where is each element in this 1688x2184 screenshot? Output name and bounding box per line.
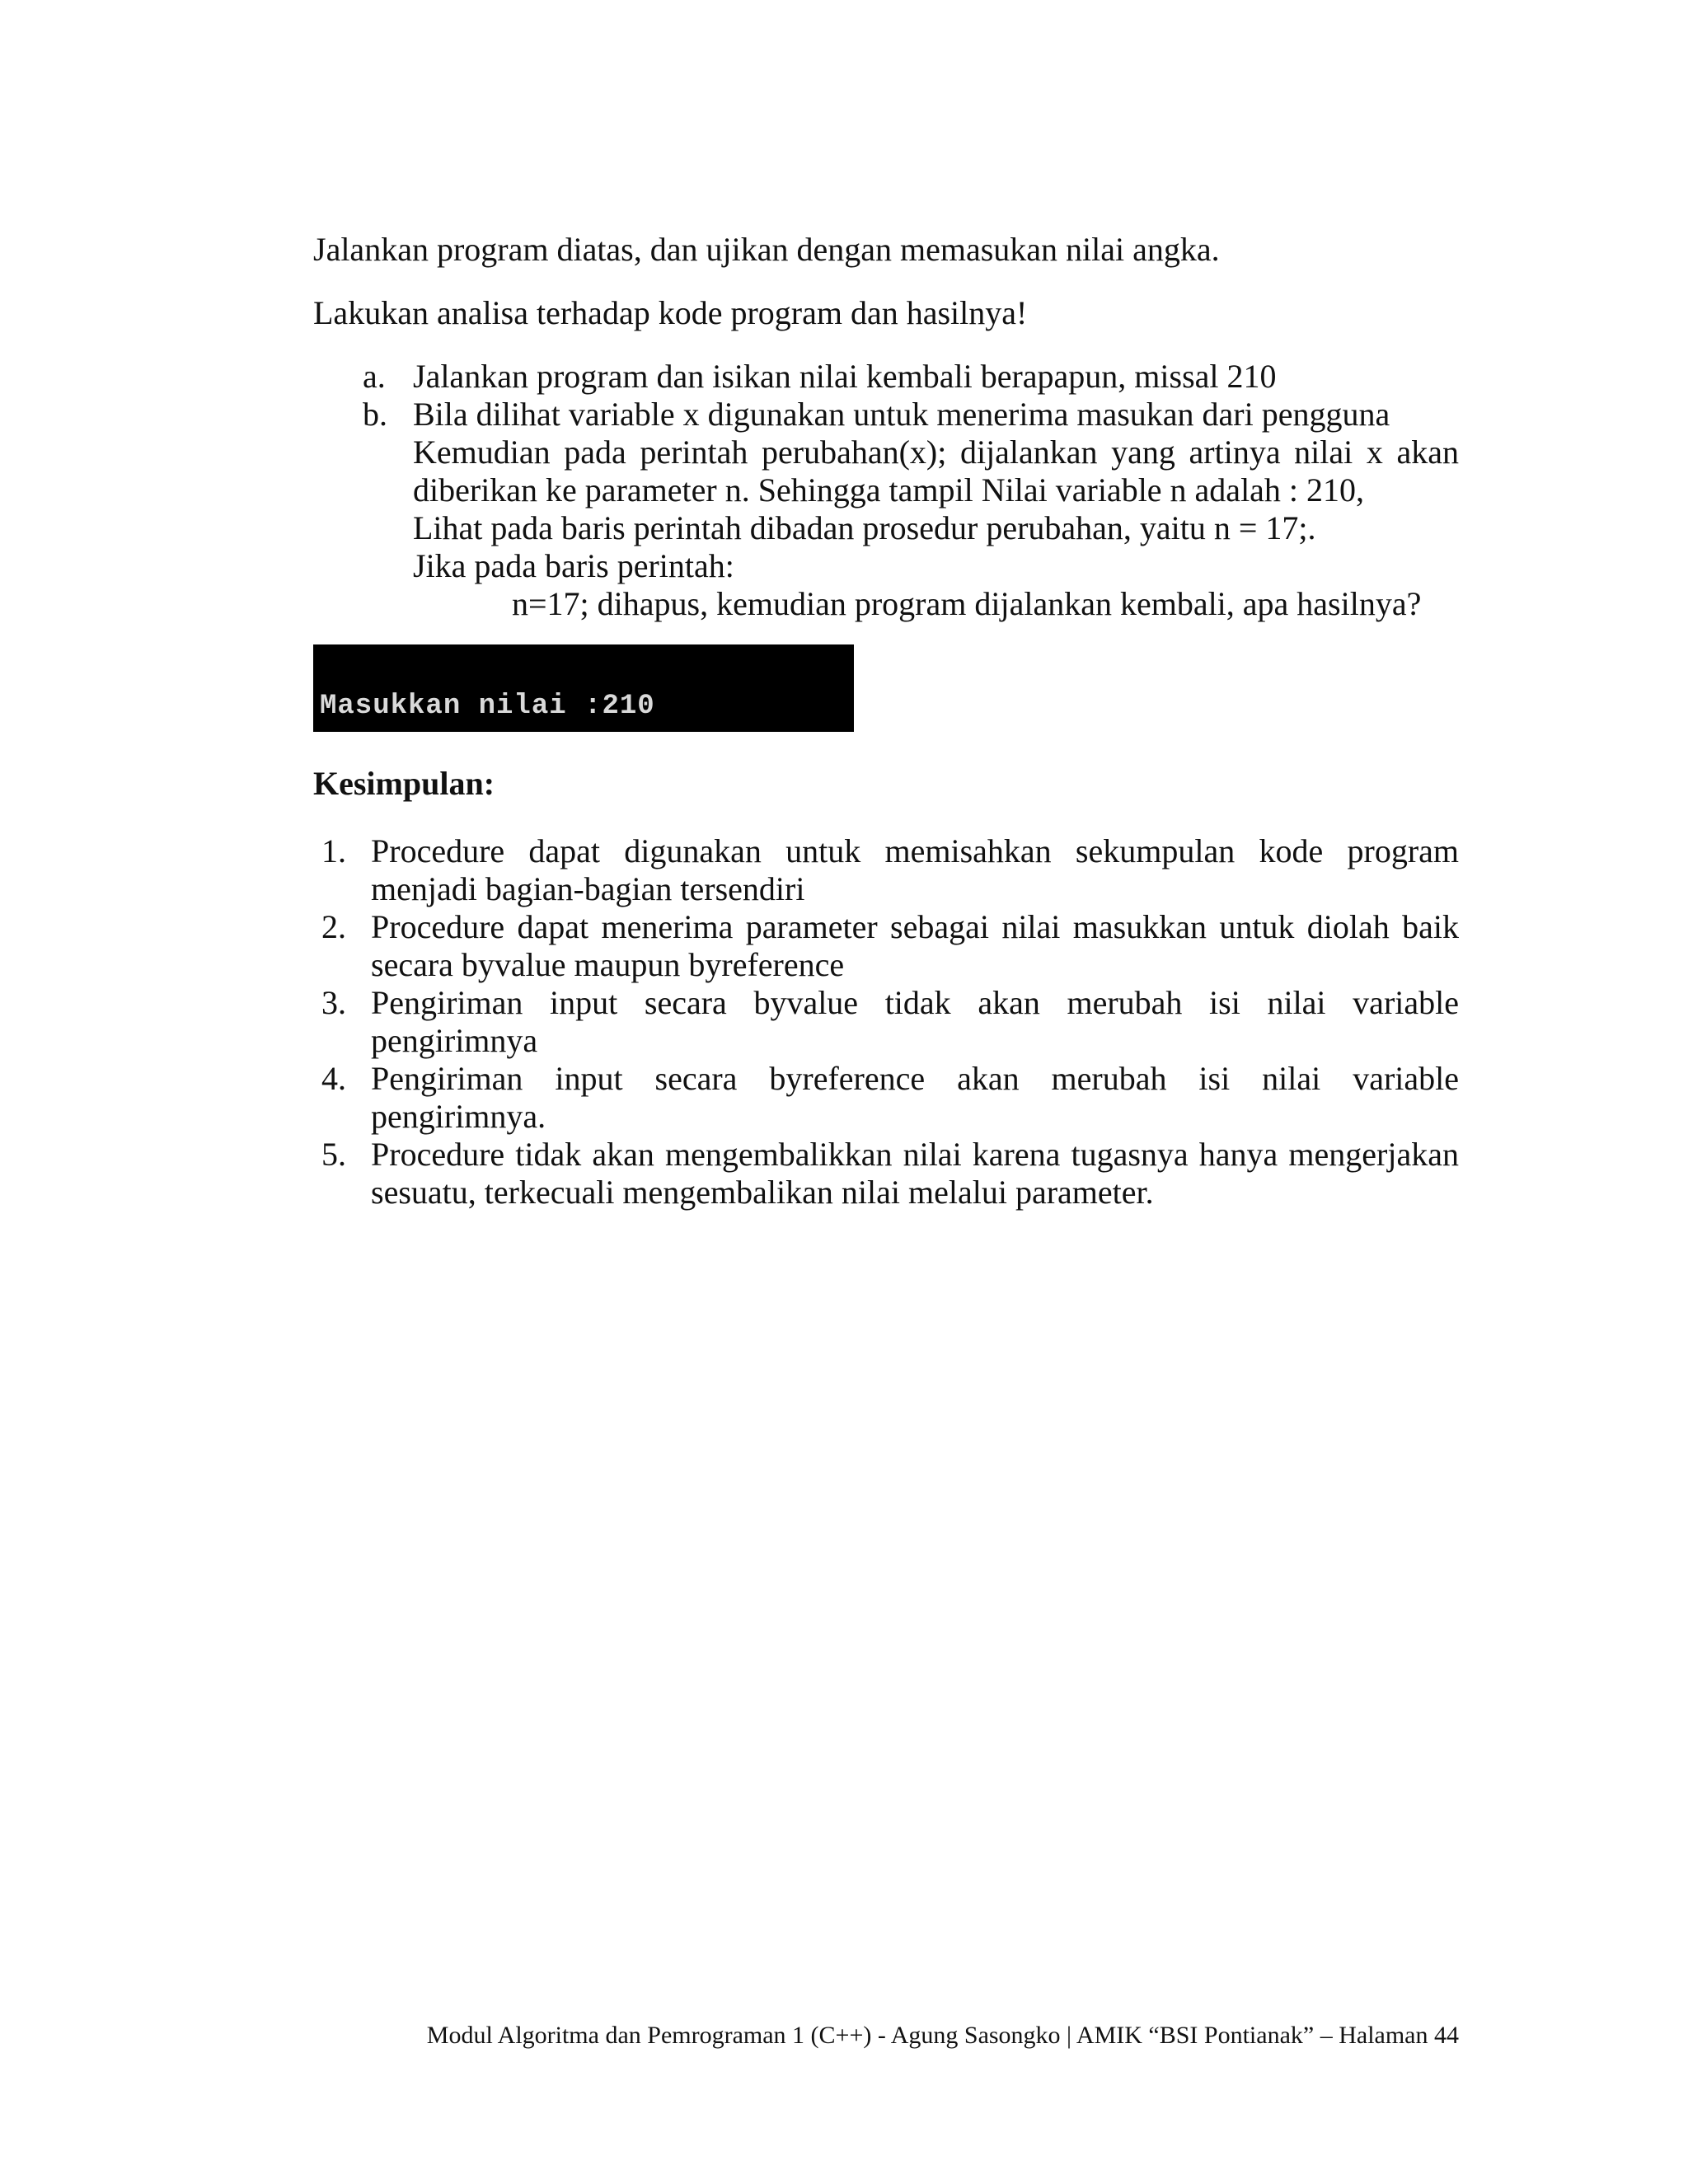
intro-paragraph-2: Lakukan analisa terhadap kode program dan hasilnya! (313, 294, 1028, 331)
step-line: Jalankan program dan isikan nilai kembali berapapun, missal 210 (413, 358, 1277, 395)
conclusion-line: menjadi bagian-bagian tersendiri (371, 870, 805, 907)
console-output-screenshot (313, 644, 854, 732)
step-line: Jika pada baris perintah: (413, 547, 734, 584)
conclusion-item-3 (313, 984, 1459, 1060)
conclusion-marker: 5. (321, 1136, 346, 1173)
conclusion-list (313, 832, 1459, 1212)
conclusion-line: Pengiriman input secara byvalue tidak akan merubah isi nilai variable (371, 984, 1459, 1021)
conclusion-line: Procedure dapat digunakan untuk memisahkan sekumpulan kode program (371, 832, 1459, 869)
conclusion-line: pengirimnya (371, 1022, 538, 1059)
step-line: diberikan ke parameter n. Sehingga tampil Nilai variable n adalah : 210, (413, 471, 1365, 509)
conclusion-line: secara byvalue maupun byreference (371, 946, 845, 983)
conclusion-line: Pengiriman input secara byreference akan merubah isi nilai variable (371, 1060, 1459, 1097)
step-marker: a. (363, 358, 386, 395)
conclusion-item-4 (313, 1060, 1459, 1136)
intro-paragraph-1: Jalankan program diatas, dan ujikan dengan memasukan nilai angka. (313, 231, 1220, 268)
conclusion-marker: 1. (321, 832, 346, 869)
conclusion-marker: 3. (321, 984, 346, 1021)
page-content (313, 231, 1459, 1212)
step-line: n=17; dihapus, kemudian program dijalankan kembali, apa hasilnya? (512, 585, 1422, 622)
step-item-b (313, 396, 1459, 623)
conclusion-item-1 (313, 832, 1459, 908)
conclusion-item-2 (313, 908, 1459, 984)
step-line: Bila dilihat variable x digunakan untuk menerima masukan dari pengguna (413, 396, 1390, 433)
console-line: Masukkan nilai :210 (320, 691, 655, 722)
steps-list (313, 358, 1459, 623)
conclusion-line: Procedure tidak akan mengembalikkan nilai karena tugasnya hanya mengerjakan (371, 1136, 1459, 1173)
conclusion-marker: 2. (321, 908, 346, 945)
conclusion-line: Procedure dapat menerima parameter sebagai nilai masukkan untuk diolah baik (371, 908, 1459, 945)
conclusion-line: pengirimnya. (371, 1098, 546, 1135)
conclusion-line: sesuatu, terkecuali mengembalikan nilai melalui parameter. (371, 1174, 1154, 1211)
step-line: Lihat pada baris perintah dibadan prosedur perubahan, yaitu n = 17;. (413, 509, 1316, 546)
step-line: Kemudian pada perintah perubahan(x); dijalankan yang artinya nilai x akan (413, 434, 1459, 471)
conclusion-marker: 4. (321, 1060, 346, 1097)
step-item-a (313, 358, 1459, 396)
step-marker: b. (363, 396, 387, 433)
conclusion-heading: Kesimpulan: (313, 765, 495, 802)
conclusion-item-5 (313, 1136, 1459, 1212)
page-footer: Modul Algoritma dan Pemrograman 1 (C++) - Agung Sasongko | AMIK “BSI Pontianak” – Halaman 44 (426, 2022, 1459, 2049)
